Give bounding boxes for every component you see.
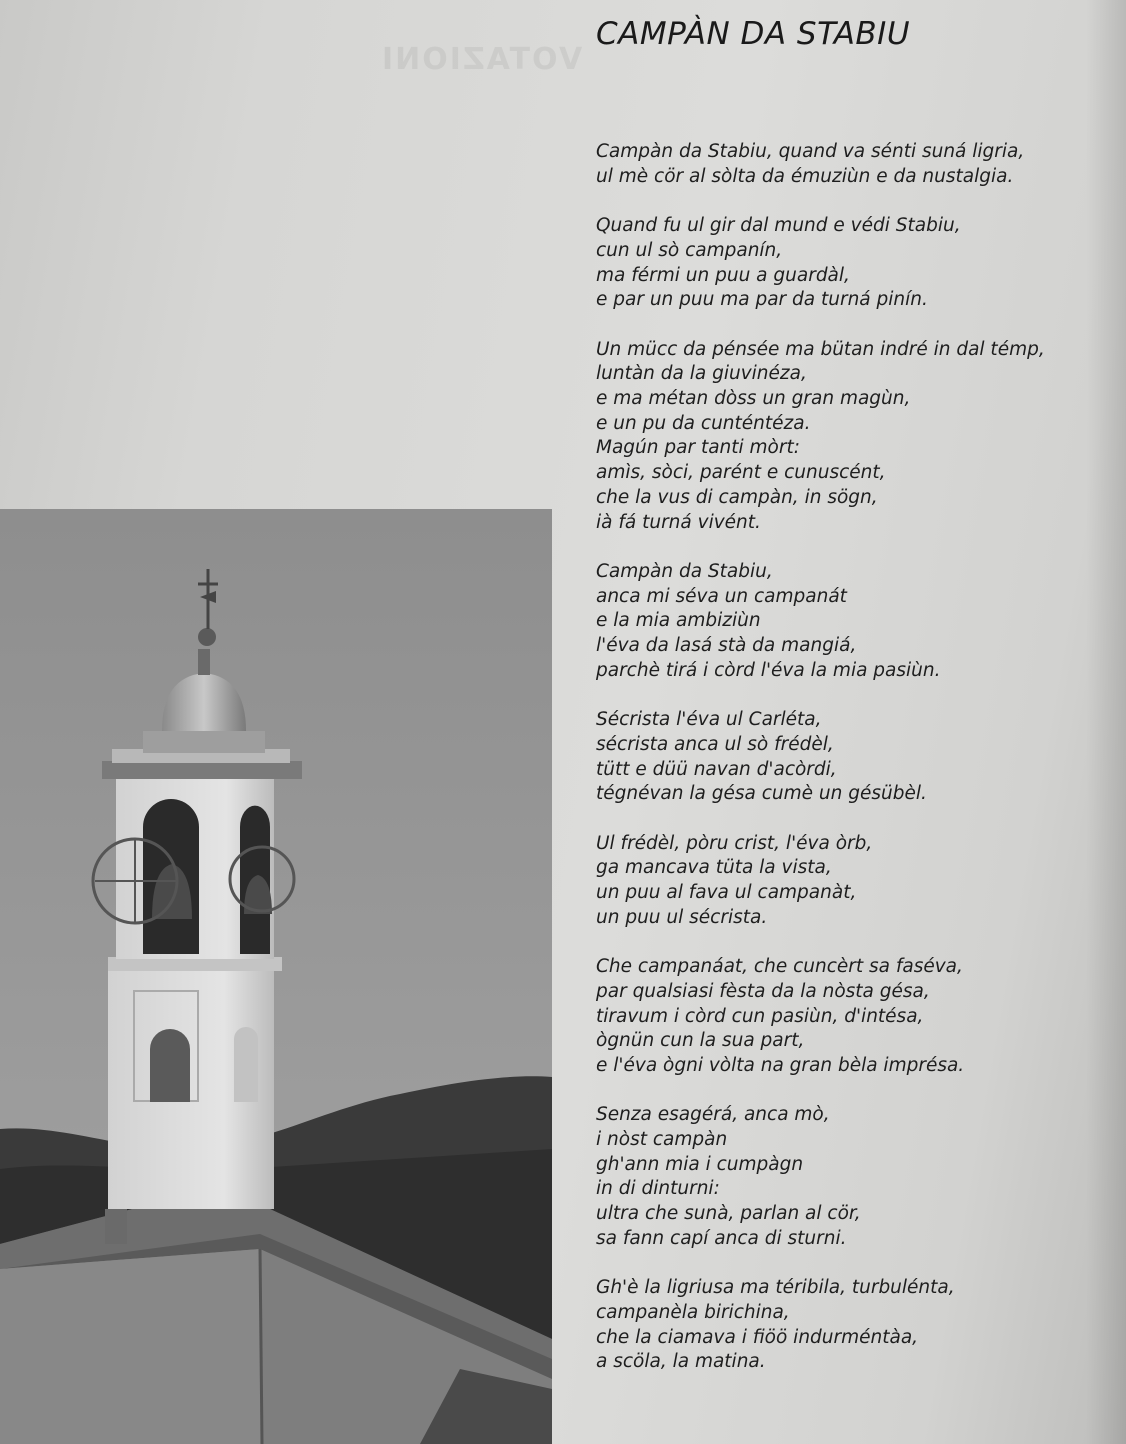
bleed-through-text: VOTAZIONI: [380, 42, 583, 77]
poem-line: Gh'è la ligriusa ma téribila, turbulénta,: [596, 1277, 955, 1299]
poem-line: cun ul sò campanín,: [596, 239, 783, 261]
poem-line: Campàn da Stabiu,: [596, 560, 773, 582]
poem-line: l'éva da lasá stà da mangiá,: [596, 635, 857, 657]
poem-line: Sécrista l'éva ul Carléta,: [596, 709, 822, 731]
poem-stanza: [596, 214, 1106, 313]
poem-line: parchè tirá i còrd l'éva la mia pasiùn.: [596, 659, 941, 681]
poem-stanza: [596, 140, 1106, 189]
poem-line: Che campanáat, che cuncèrt sa faséva,: [596, 956, 963, 978]
poem-line: Ul frédèl, pòru crist, l'éva òrb,: [596, 832, 873, 854]
poem-line: ga mancava tüta la vista,: [596, 857, 832, 879]
poem-stanza: [596, 955, 1106, 1079]
poem-line: un puu ul sécrista.: [596, 906, 768, 928]
poem-line: i nòst campàn: [596, 1129, 728, 1151]
poem-line: sa fann capí anca di sturni.: [596, 1227, 847, 1249]
poem-stanza: [596, 1276, 1106, 1375]
poem-line: tütt e düü navan d'acòrdi,: [596, 758, 837, 780]
poem-stanza: [596, 1103, 1106, 1251]
poem-stanza: [596, 708, 1106, 807]
poem-line: Quand fu ul gir dal mund e védi Stabiu,: [596, 215, 961, 237]
poem-line: e un pu da cunténtéza.: [596, 412, 811, 434]
poem-line: ul mè cör al sòlta da émuziùn e da nustalgia.: [596, 165, 1014, 187]
page-edge-shadow: [1086, 0, 1126, 1444]
poem-line: e ma métan dòss un gran magùn,: [596, 388, 911, 409]
poem-line: ià fá turná vivént.: [596, 511, 761, 533]
poem-line: e par un puu ma par da turná pinín.: [596, 289, 928, 311]
poem-line: Senza esagérá, anca mò,: [596, 1104, 830, 1126]
poem-line: amìs, sòci, parént e cunuscént,: [596, 462, 886, 484]
poem-stanza: [596, 338, 1106, 536]
poem-line: ma férmi un puu a guardàl,: [596, 264, 850, 286]
poem-stanza: [596, 832, 1106, 931]
poem-stanza: [596, 560, 1106, 684]
poem-line: sécrista anca ul sò frédèl,: [596, 733, 834, 755]
poem-body: [596, 140, 1106, 1400]
poem-line: in di dinturni:: [596, 1178, 720, 1200]
poem-line: Magún par tanti mòrt:: [596, 437, 800, 459]
poem-line: e la mia ambiziùn: [596, 610, 761, 632]
poem-line: che la ciamava i fiöö indurméntàa,: [596, 1326, 919, 1348]
poem-line: tiravum i còrd cun pasiùn, d'intésa,: [596, 1005, 924, 1027]
poem-line: a scöla, la matina.: [596, 1351, 766, 1373]
poem-line: campanèla birichina,: [596, 1301, 790, 1323]
poem-line: gh'ann mia i cumpàgn: [596, 1153, 804, 1175]
poem-line: Campàn da Stabiu, quand va sénti suná ligria,: [596, 141, 1025, 162]
poem-line: ultra che sunà, parlan al cör,: [596, 1203, 861, 1225]
poem-line: anca mi séva un campanát: [596, 585, 847, 607]
poem-line: Un mücc da pénsée ma bütan indré in dal témp,: [596, 338, 1045, 360]
poem-title: CAMPÀN DA STABIU: [596, 16, 911, 52]
bell-tower-photo: [0, 509, 552, 1444]
poem-line: un puu al fava ul campanàt,: [596, 882, 857, 904]
poem-line: che la vus di campàn, in sögn,: [596, 486, 878, 508]
poem-line: tégnévan la gésa cumè un gésübèl.: [596, 783, 927, 805]
poem-line: par qualsiasi fèsta da la nòsta gésa,: [596, 980, 930, 1002]
poem-line: ògnün cun la sua part,: [596, 1030, 805, 1052]
poem-line: luntàn da la giuvinéza,: [596, 363, 807, 385]
poem-line: e l'éva ògni vòlta na gran bèla imprésa.: [596, 1054, 965, 1076]
